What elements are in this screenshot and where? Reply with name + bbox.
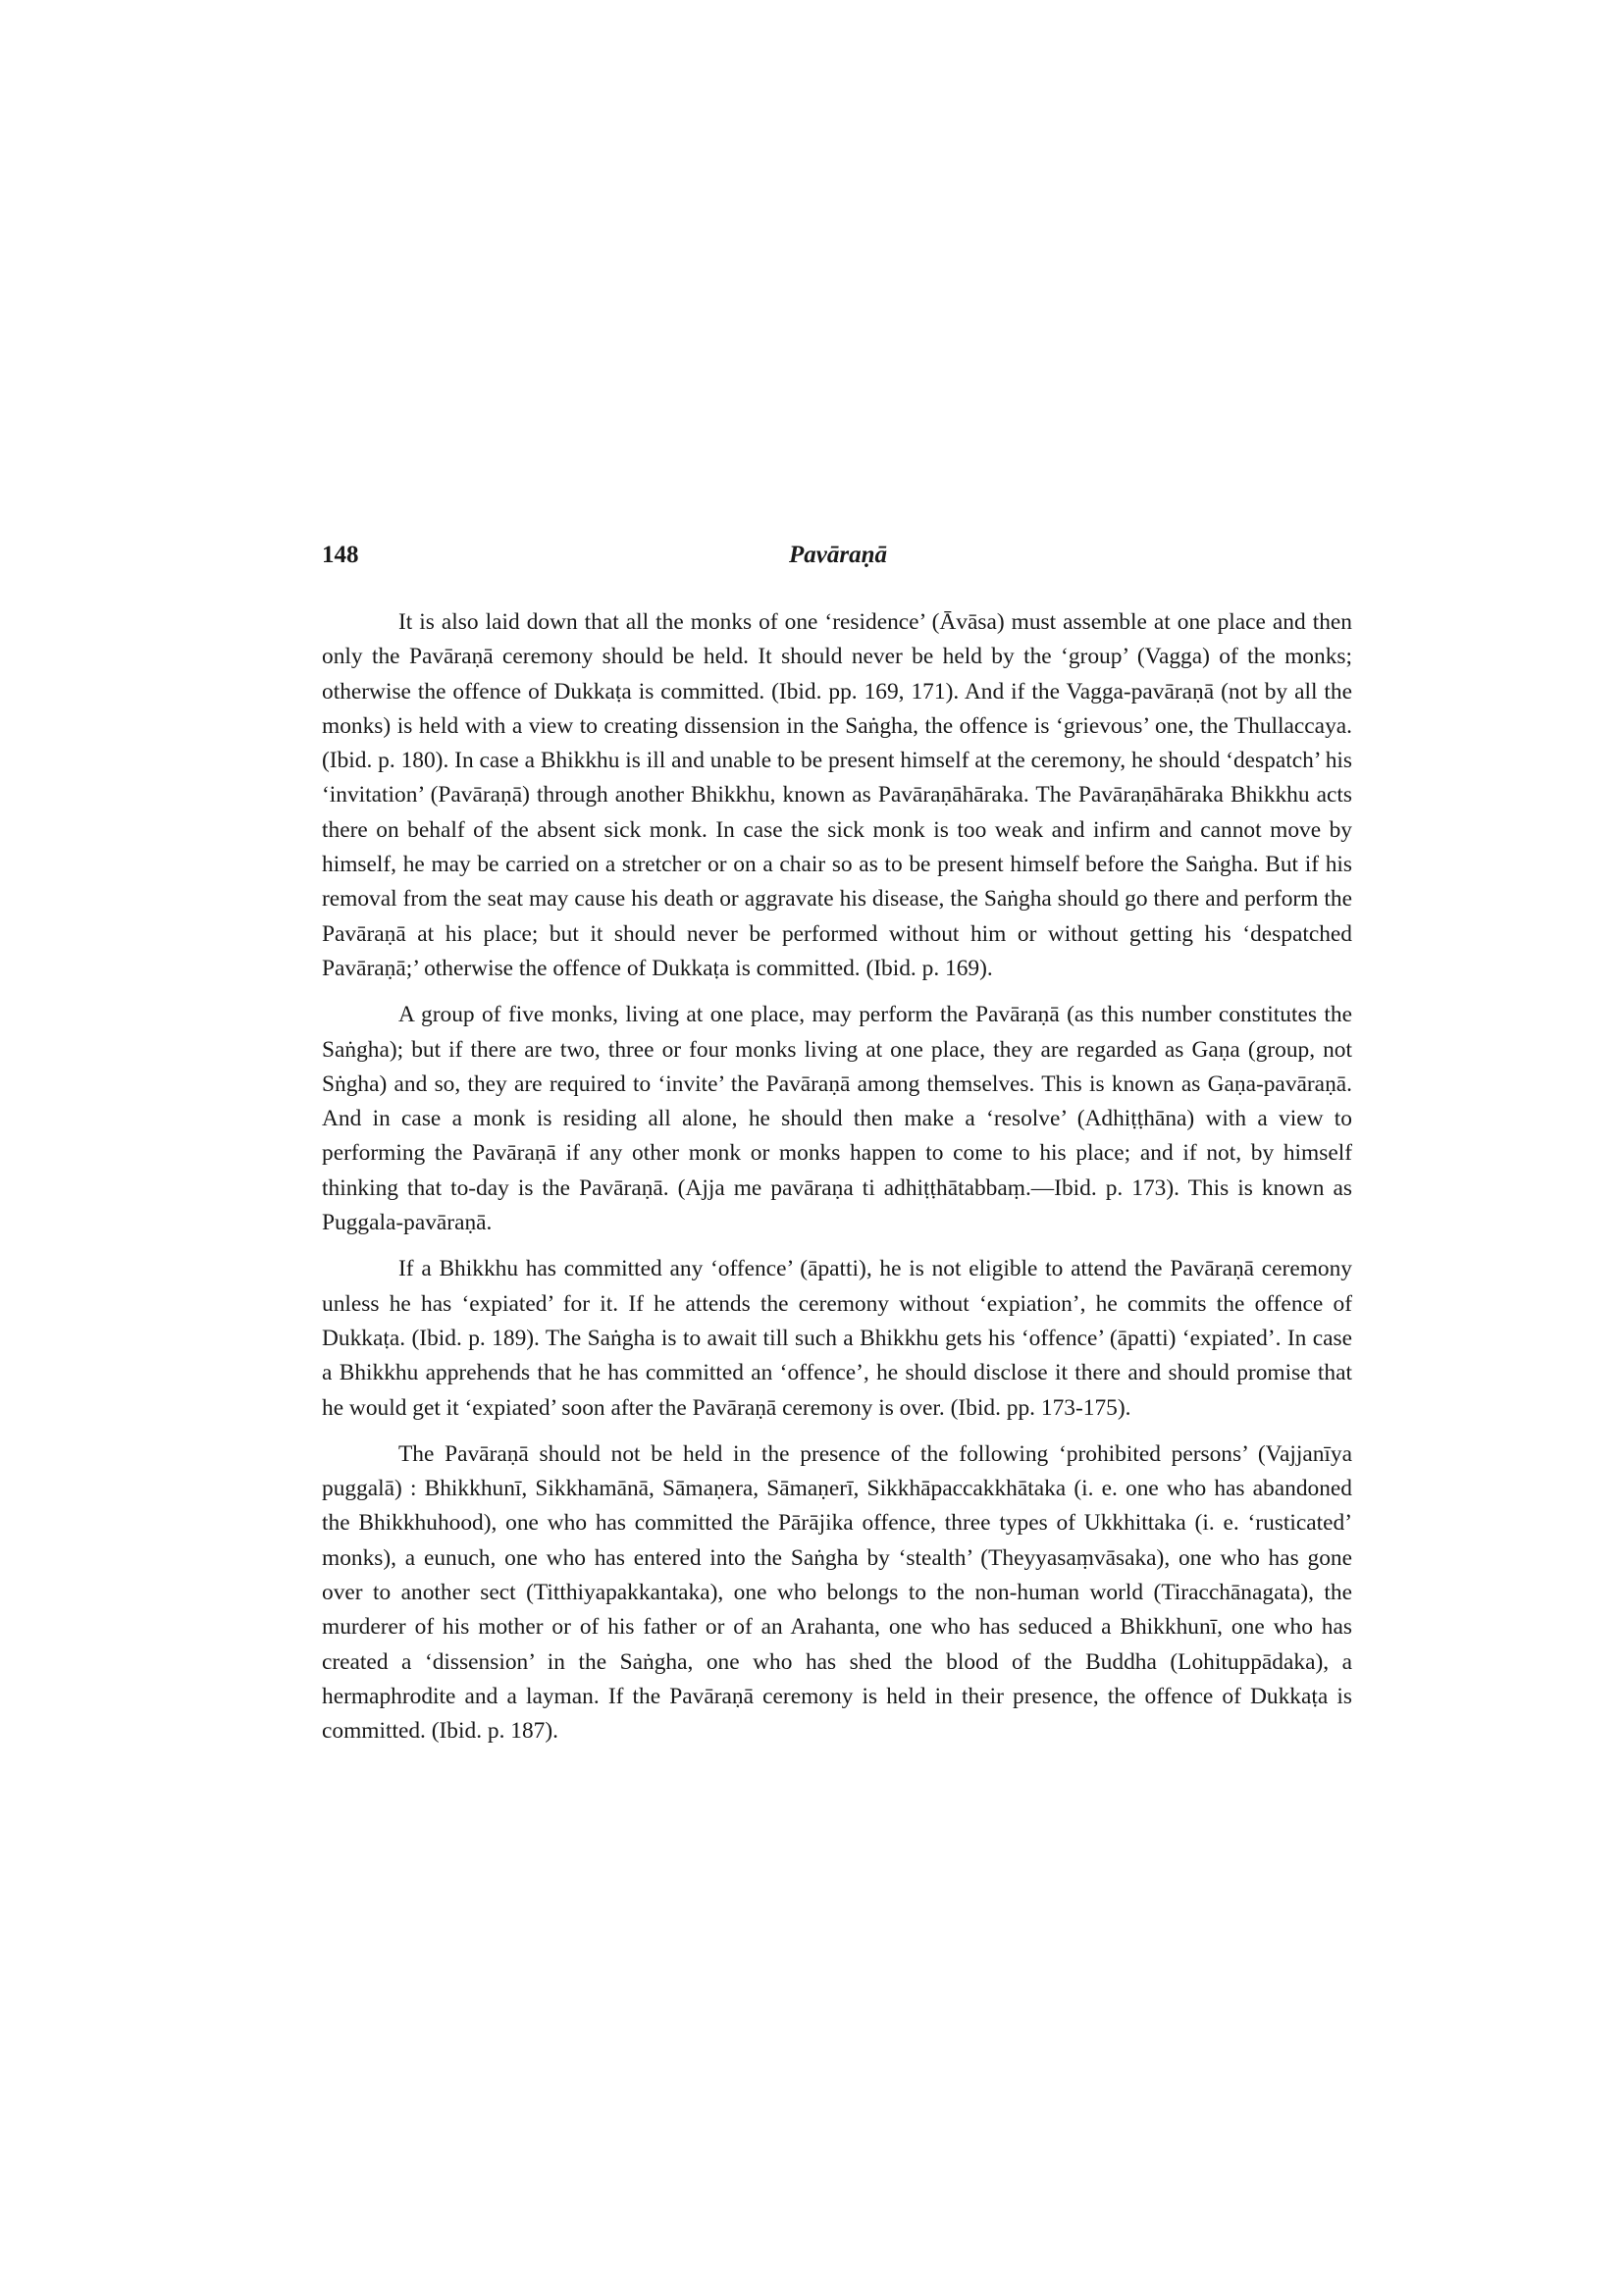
paragraph-residence-assembly: It is also laid down that all the monks of one ‘residence’ (Āvāsa) must assemble at one place and then only the Pavāraṇā ceremony should be held. It should never be held by the ‘group’ (Vagga) of the monks; otherwise the offence of Dukkaṭa is committed. (Ibid. pp. 169, 171). And if the Vagga-pavāraṇā (not by all the monks) is held with a view to creating dissension in the Saṅgha, the offence is ‘grievous’ one, the Thullaccaya. (Ibid. p. 180). In case a Bhikkhu is ill and unable to be present himself at the ceremony, he should ‘despatch’ his ‘invitation’ (Pavāraṇā) through another Bhikkhu, known as Pavāraṇāhāraka. The Pavāraṇāhāraka Bhikkhu acts there on behalf of the absent sick monk. In case the sick monk is too weak and infirm and cannot move by himself, he may be carried on a stretcher or on a chair so as to be present himself before the Saṅgha. But if his removal from the seat may cause his death or aggravate his disease, the Saṅgha should go there and perform the Pavāraṇā at his place; but it should never be performed without him or without getting his ‘despatched Pavāraṇā;’ otherwise the offence of Dukkaṭa is committed. (Ibid. p. 169). [322, 609, 1352, 981]
page-header [322, 542, 1354, 581]
paragraph-group-pavarana: A group of five monks, living at one place, may perform the Pavāraṇā (as this number constitutes the Saṅgha); but if there are two, three or four monks living at one place, they are regarded as Gaṇa (group, not Sṅgha) and so, they are required to ‘invite’ the Pavāraṇā among themselves. This is known as Gaṇa-pavāraṇā. And in case a monk is residing all alone, he should then make a ‘resolve’ (Adhiṭṭhāna) with a view to performing the Pavāraṇā if any other monk or monks happen to come to his place; and if not, by himself thinking that to-day is the Pavāraṇā. (Ajja me pavāraṇa ti adhiṭṭhātabbaṃ.—Ibid. p. 173). This is known as Puggala-pavāraṇā. [322, 1002, 1352, 1236]
page-number: 148 [322, 542, 359, 568]
running-title: Pavāraṇā [789, 542, 887, 568]
paragraph-prohibited-persons: The Pavāraṇā should not be held in the presence of the following ‘prohibited persons’ (Vajjanīya puggalā) : Bhikkhunī, Sikkhamānā, Sāmaṇera, Sāmaṇerī, Sikkhāpaccakkhātaka (i. e. one who has abandoned the Bhikkhuhood), one who has committed the Pārājika offence, three types of Ukkhittaka (i. e. ‘rusticated’ monks), a eunuch, one who has entered into the Saṅgha by ‘stealth’ (Theyyasaṃvāsaka), one who has gone over to another sect (Titthiyapakkantaka), one who belongs to the non-human world (Tiracchānagata), the murderer of his mother or of his father or of an Arahanta, one who has seduced a Bhikkhunī, one who has created a ‘dissension’ in the Saṅgha, one who has shed the blood of the Buddha (Lohituppādaka), a hermaphrodite and a layman. If the Pavāraṇā ceremony is held in their presence, the offence of Dukkaṭa is committed. (Ibid. p. 187). [322, 1440, 1352, 1745]
body-text [322, 605, 1352, 1749]
paragraph-offence-expiation: If a Bhikkhu has committed any ‘offence’ (āpatti), he is not eligible to attend the Pavāraṇā ceremony unless he has ‘expiated’ for it. If he attends the ceremony without ‘expiation’, he commits the offence of Dukkaṭa. (Ibid. p. 189). The Saṅgha is to await till such a Bhikkhu gets his ‘offence’ (āpatti) ‘expiated’. In case a Bhikkhu apprehends that he has committed an ‘offence’, he should disclose it there and should promise that he would get it ‘expiated’ soon after the Pavāraṇā ceremony is over. (Ibid. pp. 173-175). [322, 1256, 1352, 1421]
